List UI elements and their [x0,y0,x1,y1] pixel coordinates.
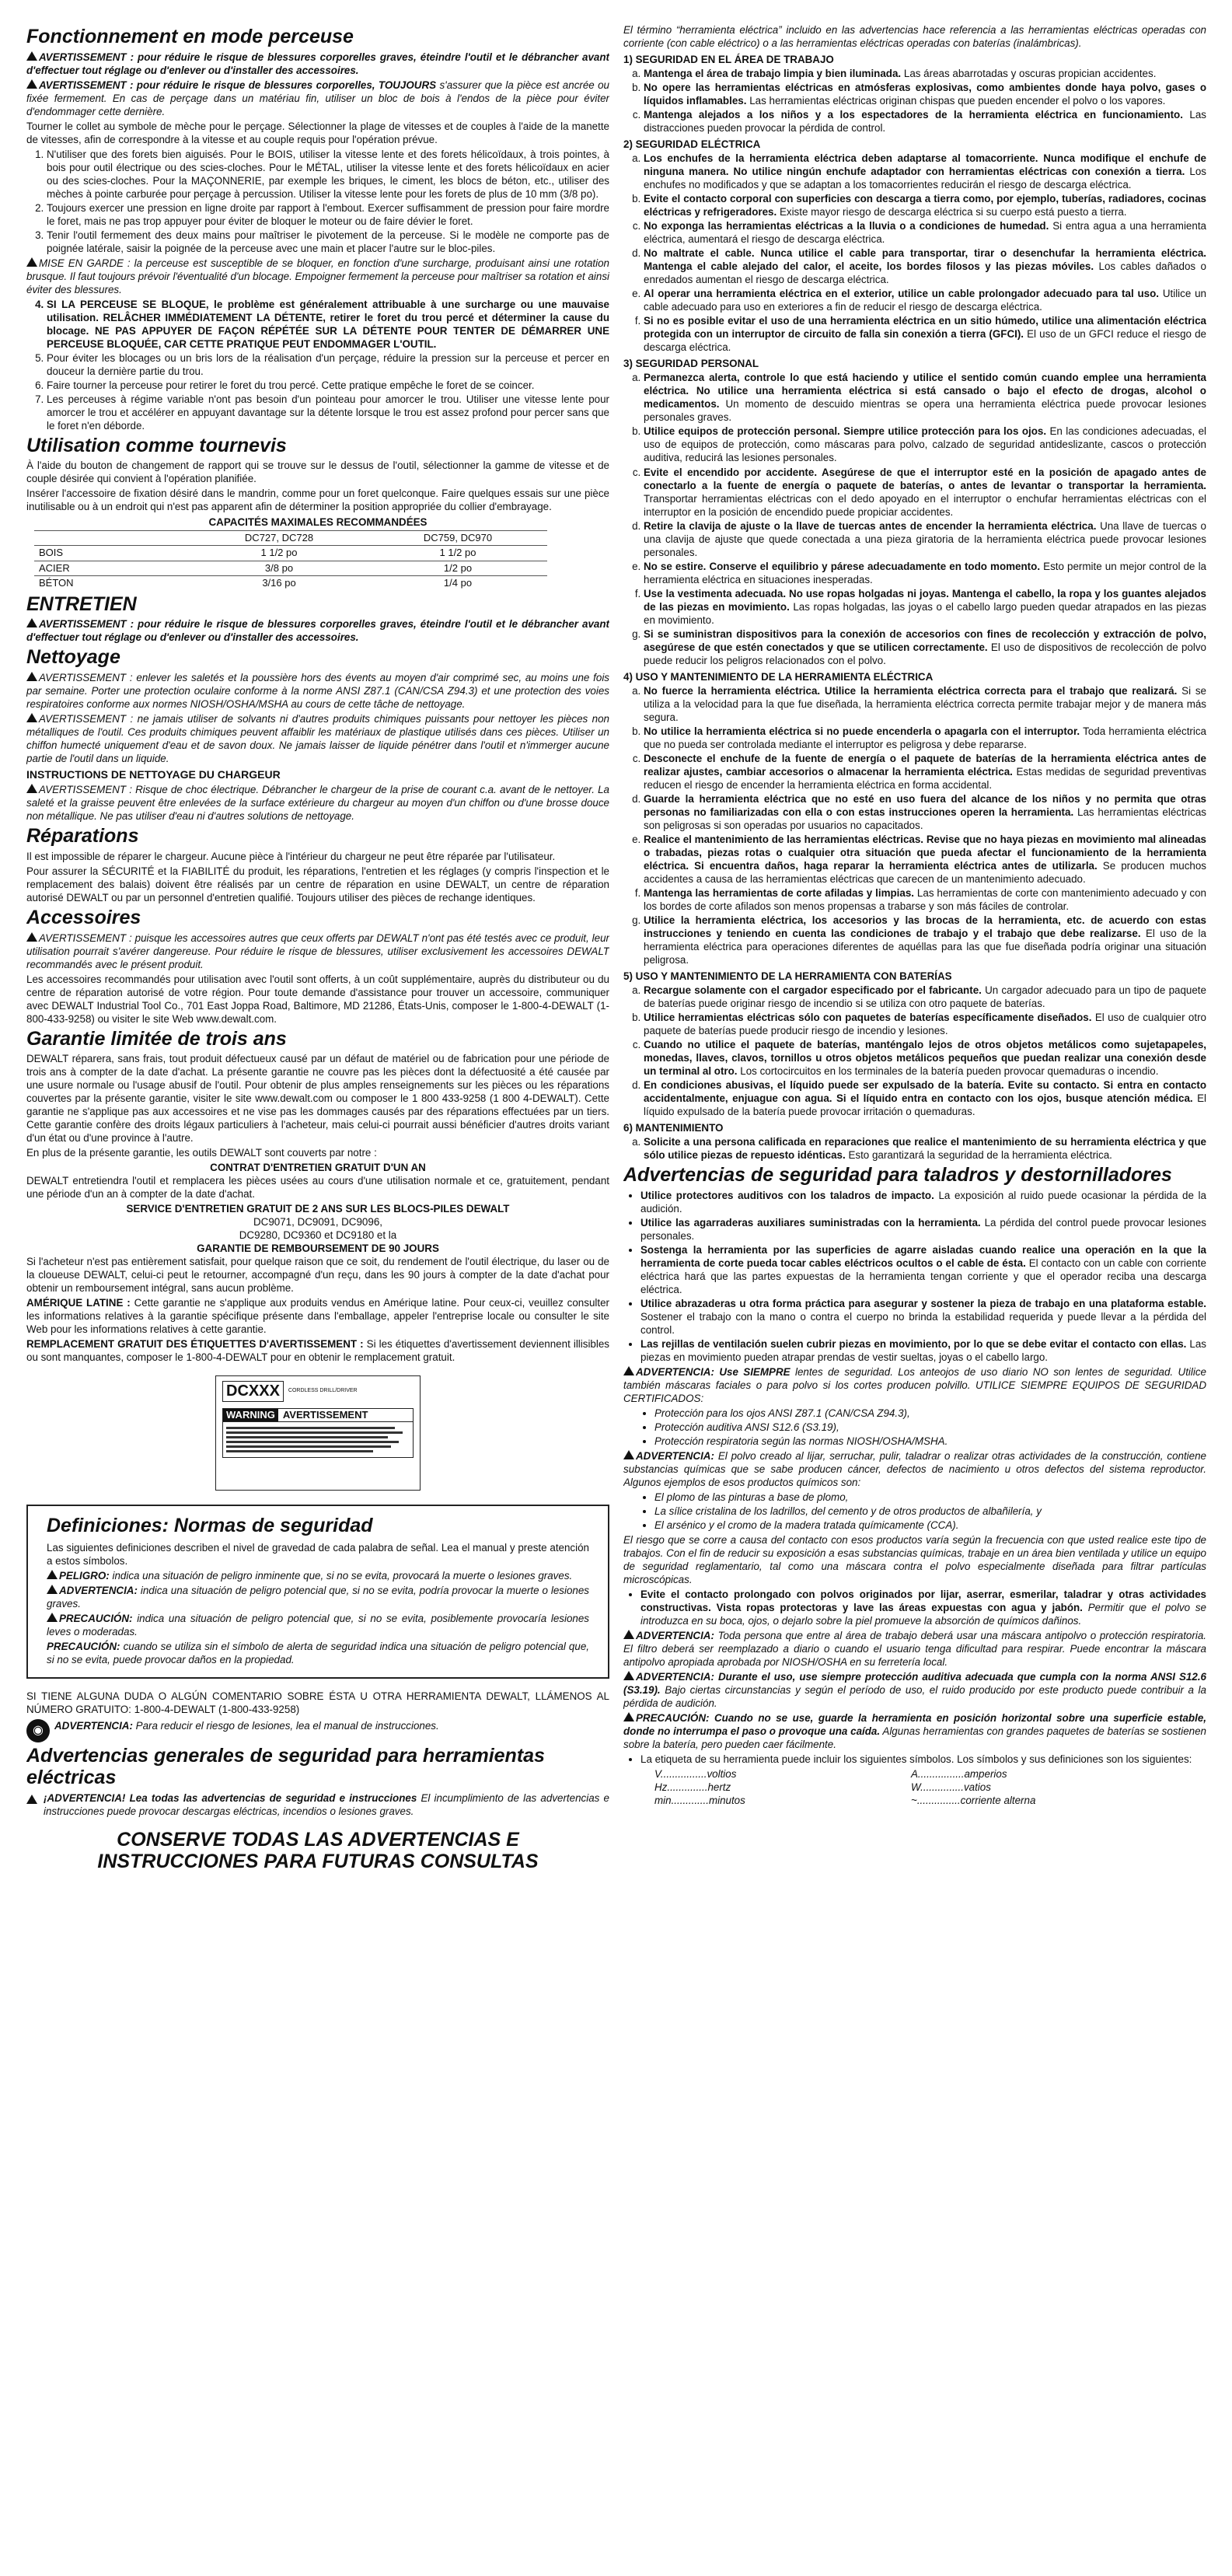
list-item: 1. N'utiliser que des forets bien aiguisés. Pour le BOIS, utiliser la vitesse lente et des forets hélicoïdaux, à trois pointes, à bois pour outil électrique ou des scies-cloches. Pour le MÉTAL, utiliser la vitesse lente et des forets hélicoïdaux en acier ou des scies-cloches. Pour la MAÇONNERIE, par exemple les briques, le ciment, les blocs de béton, etc., utiliser des mèches à pointe carburée pour perçage à percussion. Utiliser la vitesse lente pour les forets de plus de 10 mm (3/8 po). [47,148,609,201]
definition-item: ADVERTENCIA: indica una situación de peligro potencial que, si no se evita, podría provocar la muerte o lesiones graves. [47,1585,589,1610]
body-paragraph: AMÉRIQUE LATINE : Cette garantie ne s'applique aux produits vendus en Amérique latine. Pour ceux-ci, veuillez consulter les informations relatives à la garantie spécifique présente dans l'emballage, appeler l'entreprise locale ou consulter le site Web pour les informations relatives à cette garantie. [26,1297,609,1336]
protection-list [654,1407,1206,1448]
warning-paragraph: ADVERTENCIA: Durante el uso, use siempre protección auditiva adecuada que cumpla con la norma ANSI S12.6 (S3.19). Bajo ciertas circunstancias y según el período de uso, el ruido producido por este producto puede contribuir a la pérdida de audición. [623,1671,1206,1710]
list-item: 3. Tenir l'outil fermement des deux mains pour maîtriser le pivotement de la perceuse. Si le modèle ne comporte pas de poignée latérale, saisir la poignée de la perceuse avec une main et placer l'autre sur le bloc-piles. [47,229,609,255]
table-cell: 3/8 po [190,561,368,576]
list-item: • El arsénico y el cromo de la madera tratada químicamente (CCA). [654,1519,1206,1532]
warning-paragraph: AVERTISSEMENT : enlever les saletés et la poussière hors des évents au moyen d'air comprimé sec, au moins une fois par semaine. Porter une protection oculaire conforme à la norme ANSI Z87.1 (CAN/CSA Z94.3) et une protection des voies respiratoires conforme aux normes NIOSH/OSHA/MSHA au cours de cette tâche de nettoyage. [26,671,609,710]
read-manual-icon: ◉ [26,1719,50,1742]
symbol-definition: Hz..............hertz [654,1781,731,1794]
general-warning: ¡ADVERTENCIA! Lea todas las advertencias de seguridad e instrucciones El incumplimiento de las advertencias e instrucciones puede provocar descargas eléctricas, incendios o lesiones graves. [26,1791,609,1819]
symbols-list [640,1753,1206,1766]
section-title-fonctionnement: Fonctionnement en mode perceuse [26,26,354,47]
warning-triangle-icon [47,1585,58,1594]
definition-item: PRECAUCIÓN: indica una situación de peligro potencial que, si no se evita, posiblemente provocaría lesiones leves o moderadas. [47,1613,589,1638]
list-item: d. Guarde la herramienta eléctrica que no esté en uso fuera del alcance de los niños y no permita que otras personas no familiarizadas con ella o con estas instrucciones operen la herramienta. Las herramientas eléctricas son peligrosas si son operadas por usuarios no capacitados. [644,792,1206,832]
warning-triangle-icon [26,932,37,942]
list-item: d. No maltrate el cable. Nunca utilice el cable para transportar, tirar o desenchufar la herramienta eléctrica. Mantenga el cable alejado del calor, el aceite, los bordes filosos y las piezas móviles. Los cables dañados o enredados aumentan el riesgo de descarga eléctrica. [644,246,1206,286]
list-item: b. No opere las herramientas eléctricas en atmósferas explosivas, como ambientes donde haya polvo, gases o líquidos inflamables. Las herramientas eléctricas originan chispas que pueden encender el polvo o los vapores. [644,81,1206,107]
drill-safety-list [640,1189,1206,1364]
warning-paragraph: AVERTISSEMENT : Risque de choc électrique. Débrancher le chargeur de la prise de courant c.a. avant de le nettoyer. La saleté et la graisse peuvent être enlevées de la surface extérieure du chargeur au moyen d'un chiffon ou d'une brosse douce non métallique. Ne pas utiliser d'eau ni d'autres solutions de nettoyage. [26,784,609,823]
warning-triangle-icon [47,1570,58,1579]
capacity-table [34,530,547,591]
list-item: c. Mantenga alejados a los niños y a los espectadores de la herramienta eléctrica en funcionamiento. Las distracciones pueden provocar la pérdida de control. [644,108,1206,135]
safety-list-5 [644,984,1206,1118]
charger-cleaning-title: INSTRUCTIONS DE NETTOYAGE DU CHARGEUR [26,767,281,781]
warning-paragraph: AVERTISSEMENT : pour réduire le risque de blessures corporelles graves, éteindre l'outil et le débrancher avant d'effectuer tout réglage ou d'enlever ou d'installer des accessoires. [26,51,609,76]
list-item: 7. Les perceuses à régime variable n'ont pas besoin d'un pointeau pour amorcer le trou. Utiliser une vitesse lente pour amorcer le trou et accélérer en appuyant davantage sur la détente lorsque le trou est assez profond pour percer sans que le foret n'en déborde. [47,393,609,432]
warning-triangle-icon [623,1712,634,1721]
battery-models: DC9280, DC9360 et DC9180 et la [239,1229,397,1242]
label-avertissement: AVERTISSEMENT [282,1408,368,1421]
body-paragraph: Pour assurer la SÉCURITÉ et la FIABILITÉ du produit, les réparations, l'entretien et les réglages (y compris l'inspection et le remplacement des balais) doivent être réalisés par un centre de réparation en usine DEWALT, un centre de réparation autorisé DEWALT ou par un personnel d'entretien qualifié. Toujours utiliser des pièces de rechange identiques. [26,865,609,904]
table-header-row [34,530,547,546]
list-item: a. Recargue solamente con el cargador especificado por el fabricante. Un cargador adecuado para un tipo de paquete de baterías puede originar riesgo de incendio si se utiliza con otro paquete de baterías. [644,984,1206,1010]
table-cell: BOIS [34,546,190,561]
warning-triangle-icon [26,79,37,89]
section-heading: 1) SEGURIDAD EN EL ÁREA DE TRABAJO [623,54,834,66]
left-column [26,23,609,2566]
read-manual-warning: ◉ ADVERTENCIA: Para reducir el riesgo de lesiones, lea el manual de instrucciones. [26,1719,609,1742]
list-item: a. Los enchufes de la herramienta eléctrica deben adaptarse al tomacorriente. Nunca modifique el enchufe de ninguna manera. No utilice ningún enchufe adaptador con herramientas eléctricas con conexión a tierra. Los enchufes no modificados y que se adaptan a los tomacorrientes reducirán el riesgo de descarga eléctrica. [644,152,1206,191]
body-paragraph: REMPLACEMENT GRATUIT DES ÉTIQUETTES D'AVERTISSEMENT : Si les étiquettes d'avertissement deviennent illisibles ou sont manquantes, composer le 1-800-4-DEWALT pour en obtenir le remplacement gratuit. [26,1338,609,1364]
safety-list-2 [644,152,1206,354]
definitions-title: Definiciones: Normas de seguridad [47,1514,373,1536]
list-item: 4. SI LA PERCEUSE SE BLOQUE, le problème est généralement attribuable à une surcharge ou une mauvaise utilisation. RELÂCHER IMMÉDIATEMENT LA DÉTENTE, retirer le foret du trou percé et déterminer la cause du blocage. NE PAS APPUYER DE FAÇON RÉPÉTÉE SUR LA DÉTENTE POUR TENTER DE DÉMARRER UNE PERCEUSE BLOQUÉE, CAR CETTE PRATIQUE PEUT ENDOMMAGER L'OUTIL. [47,298,609,351]
warning-triangle-icon [26,257,37,267]
symbol-definition: V................voltios [654,1768,737,1781]
warning-triangle-icon [26,618,37,627]
list-item: a. Mantenga el área de trabajo limpia y bien iluminada. Las áreas abarrotadas y oscuras propician accidentes. [644,67,1206,80]
table-header: DC727, DC728 [190,530,368,546]
intro-paragraph: El término “herramienta eléctrica” incluido en las advertencias hace referencia a las herramientas eléctricas operadas con corriente (con cable eléctrico) o a las herramientas eléctricas operadas con baterías (inalámbricas). [623,24,1206,50]
avoid-contact-list [640,1588,1206,1627]
right-column [623,23,1206,2566]
warning-triangle-icon [623,1630,634,1639]
table-cell: 1/4 po [368,576,547,591]
table-cell: 3/16 po [190,576,368,591]
list-item: • La etiqueta de su herramienta puede incluir los siguientes símbolos. Los símbolos y sus definiciones son los siguientes: [640,1753,1206,1766]
table-cell: 1 1/2 po [368,546,547,561]
section-heading: 2) SEGURIDAD ELÉCTRICA [623,138,761,151]
definition-item: PELIGRO: indica una situación de peligro inminente que, si no se evita, provocará la muerte o lesiones graves. [47,1569,589,1582]
body-paragraph: Si l'acheteur n'est pas entièrement satisfait, pour quelque raison que ce soit, du rendement de l'outil électrique, du laser ou de la cloueuse DEWALT, celui-ci peut le retourner, accompagné d'un reçu, dans les 90 jours à compter de la date d'achat pour obtenir un remboursement intégral, sans aucun problème. [26,1256,609,1295]
list-item: d. Retire la clavija de ajuste o la llave de tuercas antes de encender la herramienta eléctrica. Una llave de tuercas o una clavija de ajuste que quede conectada a una pieza giratoria de la herramienta eléctrica puede provocar lesiones personales. [644,519,1206,559]
table-header [34,530,190,546]
warning-paragraph: ADVERTENCIA: Use SIEMPRE lentes de seguridad. Los anteojos de uso diario NO son lentes de seguridad. Utilice también máscaras faciales o para polvo si los cortes producen polvillo. UTILICE SIEMPRE EQUIPOS DE SEGURIDAD CERTIFICADOS: [623,1366,1206,1405]
symbol-definition: A................amperios [911,1768,1007,1781]
symbol-definition: W...............vatios [911,1781,991,1794]
list-item: • Utilice las agarraderas auxiliares suministradas con la herramienta. La pérdida del control puede provocar lesiones personales. [640,1216,1206,1243]
list-item: • Protección auditiva ANSI S12.6 (S3.19), [654,1421,1206,1434]
list-item: e. Al operar una herramienta eléctrica en el exterior, utilice un cable prolongador adecuado para tal uso. Utilice un cable adecuado para uso en exteriores a fin de reducir el riesgo de descarga eléctrica. [644,287,1206,313]
safety-list-3 [644,371,1206,666]
table-cell: ACIER [34,561,190,576]
list-item: • Evite el contacto prolongado con polvos originados por lijar, aserrar, esmerilar, taladrar y otras actividades constructivas. Vista ropas protectoras y lave las áreas expuestas con agua y jabón. Permitir que el polvo se introduzca en su boca, ojos, o dejarlo sobre la piel promueve la absorción de químicos dañinos. [640,1588,1206,1627]
label-fine-print [223,1422,413,1457]
body-paragraph: Tourner le collet au symbole de mèche pour le perçage. Sélectionner la plage de vitesses et de couples à l'aide de la manette de vitesses, afin de correspondre à la vitesse et au couple requis pour l'opération prévue. [26,120,609,145]
body-paragraph: DEWALT réparera, sans frais, tout produit défectueux causé par un défaut de matériel ou de fabrication pour une période de trois ans à compter de la date d'achat. La présente garantie ne couvre pas les pièces dont la défectuosité a été causée par une usure normale ou l'usage abusif de l'outil. Pour obtenir de plus amples renseignements sur les pièces ou les réparations couvertes par la présente garantie, visiter le site www.dewalt.com ou composer le 1 800 433-9258 (1 800 4-DEWALT). Cette garantie ne s'applique pas aux accessoires et ne vise pas les dommages causés par des réparations effectuées par un tiers. Cette garantie confère des droits légaux particuliers à l'acheteur, mais celui-ci pourrait aussi bénéficier d'autres droits variant d'un état ou d'une province à l'autre. [26,1053,609,1145]
list-item: a. Permanezca alerta, controle lo que está haciendo y utilice el sentido común cuando emplee una herramienta eléctrica. No utilice una herramienta eléctrica si está cansado o bajo el efecto de drogas, alcohol o medicamentos. Un momento de descuido mientras se opera una herramienta eléctrica puede provocar lesiones personales graves. [644,371,1206,424]
section-title-tournevis: Utilisation comme tournevis [26,434,287,456]
table-cell: 1 1/2 po [190,546,368,561]
warning-triangle-icon [47,1613,58,1622]
table-header: DC759, DC970 [368,530,547,546]
list-item: d. En condiciones abusivas, el líquido puede ser expulsado de la batería. Evite su contacto. Si entra en contacto accidentalmente, enjuague con agua. Si el líquido entra en contacto con los ojos, busque atención médica. El líquido expulsado de la batería puede provocar irritación o quemaduras. [644,1078,1206,1118]
body-paragraph: Insérer l'accessoire de fixation désiré dans le mandrin, comme pour un foret quelconque. Faire quelques essais sur une pièce inutilisable ou à un endroit qui n'est pas apparent afin de déterminer la position appropriée du collier d'embrayage. [26,488,609,513]
section-heading: 3) SEGURIDAD PERSONAL [623,358,759,370]
list-item: c. No exponga las herramientas eléctricas a la lluvia o a condiciones de humedad. Si entra agua a una herramienta eléctrica, aumentará el riesgo de descarga eléctrica. [644,219,1206,246]
warning-paragraph: AVERTISSEMENT : puisque les accessoires autres que ceux offerts par DEWALT n'ont pas été testés avec ce produit, leur utilisation pourrait s'avérer dangereuse. Pour réduire le risque de blessures, utiliser exclusivement les accessoires DEWALT recommandés avec le présent produit. [26,931,609,970]
warning-triangle-icon [623,1450,634,1459]
list-item: b. Evite el contacto corporal con superficies con descarga a tierra como, por ejemplo, tuberías, radiadores, cocinas eléctricas y refrigeradores. Existe mayor riesgo de descarga eléctrica si su cuerpo está puesto a tierra. [644,192,1206,218]
refund-title: GARANTIE DE REMBOURSEMENT DE 90 JOURS [197,1243,439,1255]
section-title-taladros: Advertencias de seguridad para taladros y destornilladores [623,1164,1172,1187]
list-item: a. No fuerce la herramienta eléctrica. Utilice la herramienta eléctrica correcta para el trabajo que realizará. Si se utiliza a la velocidad para la que fue diseñada, la herramienta eléctrica correcta permite trabajar mejor y de manera más segura. [644,684,1206,724]
symbol-definition: ~...............corriente alterna [911,1795,1036,1807]
list-item: • Las rejillas de ventilación suelen cubrir piezas en movimiento, por lo que se debe evitar el contacto con ellas. Las piezas en movimiento pueden atrapar prendas de vestir sueltas, joyas o el cabello largo. [640,1337,1206,1364]
safety-list-4 [644,684,1206,966]
warning-triangle-icon [26,713,37,722]
warning-triangle-icon [623,1671,634,1680]
list-item: • Utilice protectores auditivos con los taladros de impacto. La exposición al ruido puede ocasionar la pérdida de la audición. [640,1189,1206,1215]
list-item: • Utilice abrazaderas u otra forma práctica para asegurar y sostener la pieza de trabajo en una plataforma estable. Sostener el trabajo con la mano o contra el cuerpo no brinda la estabilidad requerida y puede llevar a la pérdida del control. [640,1297,1206,1337]
warning-paragraph: AVERTISSEMENT : pour réduire le risque de blessures corporelles, TOUJOURS s'assurer que la pièce est ancrée ou fixée fermement. En cas de perçage dans un matériau fin, utiliser un bloc de bois à l'endos de la pièce pour éviter d'endommager cette dernière. [26,79,609,117]
list-item: c. Cuando no utilice el paquete de baterías, manténgalo lejos de otros objetos metálicos como sujetapapeles, monedas, llaves, clavos, tornillos u otros objetos metálicos pequeños que puedan realizar una conexión desde un terminal al otro. Los cortocircuitos en los terminales de la batería pueden provocar quemaduras o incendio. [644,1038,1206,1078]
section-heading: 6) MANTENIMIENTO [623,1122,724,1134]
label-product: CORDLESS DRILL/DRIVER [288,1387,358,1393]
warning-paragraph: ADVERTENCIA: Toda persona que entre al área de trabajo deberá usar una máscara antipolvo o protección respiratoria. El filtro deberá ser reemplazado a diario o cuando el usuario tenga dificultad para respirar. Puede encontrar la máscara antipolvo apropiada aprobada por NIOSH/OSHA en su ferretería local. [623,1630,1206,1669]
label-model: DCXXX [222,1381,284,1402]
table-cell: BÉTON [34,576,190,591]
section-title-accessoires: Accessoires [26,907,141,929]
chemicals-list [654,1491,1206,1532]
list-item: f. Si no es posible evitar el uso de una herramienta eléctrica en un sitio húmedo, utilice una alimentación eléctrica protegida con un interruptor de circuito de falla sin conexión a tierra (GFCI). El uso de un GFCI reduce el riesgo de descarga eléctrica. [644,314,1206,354]
battery-models: DC9071, DC9091, DC9096, [253,1216,382,1229]
definition-item: PRECAUCIÓN: cuando se utiliza sin el símbolo de alerta de seguridad indica una situación de peligro potencial que, si no se evita, puede provocar daños en la propiedad. [47,1641,589,1666]
list-item: b. Utilice herramientas eléctricas sólo con paquetes de baterías específicamente diseñados. El uso de cualquier otro paquete de baterías puede producir riesgo de incendio y lesiones. [644,1011,1206,1037]
warning-triangle-icon [26,51,37,61]
contact-paragraph: SI TIENE ALGUNA DUDA O ALGÚN COMENTARIO SOBRE ÉSTA U OTRA HERRAMIENTA DEWALT, LLÁMENOS AL NÚMERO GRATUITO: 1-800-4-DEWALT (1-800-433-9258) [26,1690,609,1716]
warning-triangle-icon [623,1366,634,1375]
list-item: g. Utilice la herramienta eléctrica, los accesorios y las brocas de la herramienta, etc. de acuerdo con estas instrucciones y teniendo en cuenta las condiciones de trabajo y el trabajo que debe realizarse. El uso de la herramienta eléctrica para operaciones diferentes de aquéllas para las que fue diseñada podría originar una situación peligrosa. [644,914,1206,966]
warning-paragraph: ADVERTENCIA: El polvo creado al lijar, serruchar, pulir, taladrar o realizar otras actividades de la construcción, contiene substancias químicas que se sabe producen cáncer, defectos de nacimiento u otros defectos del sistema reproductor. Algunos ejemplos de esos productos químicos son: [623,1450,1206,1489]
table-row [34,576,547,591]
list-item: • El plomo de las pinturas a base de plomo, [654,1491,1206,1504]
list-item: • La sílice cristalina de los ladrillos, del cemento y de otros productos de albañilería, y [654,1505,1206,1518]
body-paragraph: DEWALT entretiendra l'outil et remplacera les pièces usées au cours d'une utilisation normale et ce, gratuitement, pendant une période d'un an à compter de la date d'achat. [26,1175,609,1201]
list-item: e. No se estire. Conserve el equilibrio y párese adecuadamente en todo momento. Esto permite un mejor control de la herramienta eléctrica en situaciones inesperadas. [644,560,1206,586]
section-title-garantie: Garantie limitée de trois ans [26,1027,287,1050]
list-item: g. Si se suministran dispositivos para la conexión de accesorios con fines de recolección y extracción de polvo, asegúrese de que estén conectados y que se utilicen correctamente. El uso de dispositivos de recolección de polvo puede reducir los peligros relacionados con el polvo. [644,627,1206,667]
warning-paragraph: AVERTISSEMENT : ne jamais utiliser de solvants ni d'autres produits chimiques puissants pour nettoyer les pièces non métalliques de l'outil. Ces produits chimiques peuvent affaiblir les matériaux de plastique utilisés dans ces pièces. Utiliser un chiffon humecté uniquement d'eau et de savon doux. Ne jamais laisser de liquide pénétrer dans l'outil et n'immerger aucune partie de l'outil dans un liquide. [26,712,609,764]
list-item: c. Evite el encendido por accidente. Asegúrese de que el interruptor esté en la posición de apagado antes de conectarlo a la fuente de energía o paquete de baterías, o antes de levantar o transportar la herramienta. Transportar herramientas eléctricas con el dedo apoyado en el interruptor o enchufar herramientas eléctricas con el interruptor en la posición de encendido puede propiciar accidentes. [644,466,1206,519]
numbered-list [47,148,609,255]
list-item: e. Realice el mantenimiento de las herramientas eléctricas. Revise que no haya piezas en movimiento mal alineadas o trabadas, piezas rotas o cualquier otra situación que pueda afectar el funcionamiento de la herramienta eléctrica. Si encuentra daños, haga reparar la herramienta eléctrica antes de utilizarla. Se producen muchos accidentes a causa de las herramientas eléctricas que carecen de un mantenimiento adecuado. [644,833,1206,886]
safety-list-1 [644,67,1206,135]
caution-paragraph: PRECAUCIÓN: Cuando no se use, guarde la herramienta en posición horizontal sobre una superficie estable, donde no interrumpa el paso o provoque una caída. Algunas herramientas con grandes paquetes de baterías se sostienen sobre la batería, pero pueden caer fácilmente. [623,1712,1206,1751]
body-paragraph: En plus de la présente garantie, les outils DEWALT sont couverts par notre : [26,1147,377,1159]
table-cell: 1/2 po [368,561,547,576]
section-heading: 4) USO Y MANTENIMIENTO DE LA HERRAMIENTA ELÉCTRICA [623,670,934,683]
battery-service-title: SERVICE D'ENTRETIEN GRATUIT DE 2 ANS SUR LES BLOCS-PILES DEWALT [126,1203,510,1215]
symbol-definition: min.............minutos [654,1795,745,1807]
list-item: 6. Faire tourner la perceuse pour retirer le foret du trou percé. Cette pratique empêche le foret de se coincer. [47,379,609,392]
symbols-grid [654,1767,1206,1807]
warning-label-image [215,1375,421,1491]
body-paragraph: À l'aide du bouton de changement de rapport qui se trouve sur le dessus de l'outil, sélectionner la gamme de vitesse et de couple désirée qui convient à l'opération planifiée. [26,460,609,485]
list-item: f. Use la vestimenta adecuada. No use ropas holgadas ni joyas. Mantenga el cabello, la ropa y los guantes alejados de las piezas en movimiento. Las ropas holgadas, las joyas o el cabello largo pueden quedar atrapados en las piezas en movimiento. [644,587,1206,627]
contract-title: CONTRAT D'ENTRETIEN GRATUIT D'UN AN [210,1162,426,1174]
list-item: • Protección respiratoria según las normas NIOSH/OSHA/MSHA. [654,1435,1206,1448]
list-item: a. Solicite a una persona calificada en reparaciones que realice el mantenimiento de su herramienta eléctrica y que sólo utilice piezas de repuesto idénticas. Esto garantizará la seguridad de la herramienta eléctrica. [644,1135,1206,1162]
body-paragraph: Les accessoires recommandés pour utilisation avec l'outil sont offerts, à un coût supplémentaire, auprès du distributeur ou du centre de réparation autorisé de votre région. Pour toute demande d'assistance pour trouver un accessoire, communiquer avec DEWALT Industrial Tool Co., 701 East Joppa Road, Baltimore, MD 21286, États-Unis, composer le 1-800-4-DEWALT (1-800-433-9258) ou visiter le site Web www.dewalt.com. [26,973,609,1025]
list-item: • Protección para los ojos ANSI Z87.1 (CAN/CSA Z94.3), [654,1407,1206,1420]
section-title-reparations: Réparations [26,825,139,848]
numbered-list [47,298,609,432]
body-paragraph: El riesgo que se corre a causa del contacto con esos productos varía según la frecuencia con que usted realice este tipo de trabajos. Con el fin de reducir su exposición a esas substancias químicas, trabaje en un área bien ventilada y utilice un equipo de seguridad reglamentario, tal como una máscara contra el polvo especialmente diseñada para filtrar partículas microscópicas. [623,1534,1206,1586]
warning-triangle-icon [26,1795,37,1804]
list-item: 5. Pour éviter les blocages ou un bris lors de la réalisation d'un perçage, réduire la pression sur la perceuse et percer en douceur la dernière partie du trou. [47,351,609,378]
label-warning: WARNING [223,1409,278,1422]
body-paragraph: Il est impossible de réparer le chargeur. Aucune pièce à l'intérieur du chargeur ne peut être réparée par l'utilisateur. [26,850,556,862]
warning-triangle-icon [26,784,37,793]
conserve-notice: CONSERVE TODAS LAS ADVERTENCIAS E INSTRUCCIONES PARA FUTURAS CONSULTAS [97,1829,539,1873]
caution-paragraph: MISE EN GARDE : la perceuse est susceptible de se bloquer, en fonction d'une surcharge, produisant ainsi une rotation brusque. Il faut toujours prévoir l'éventualité d'un blocage. Empoigner fermement la perceuse pour maîtriser sa rotation et ainsi éviter des blessures. [26,257,609,295]
list-item: • Sostenga la herramienta por las superficies de agarre aisladas cuando realice una operación en la que la herramienta de corte pueda tocar cables eléctricos ocultos o el cable de ésta. El contacto con un cable con corriente eléctrica hará que las partes expuestas de la herramienta tengan corriente y que el operador reciba una descarga eléctrica. [640,1243,1206,1296]
list-item: b. Utilice equipos de protección personal. Siempre utilice protección para los ojos. En las condiciones adecuadas, el uso de equipos de protección, como máscaras para polvo, calzado de seguridad antideslizante, cascos o protección auditiva, reducirá las lesiones personales. [644,425,1206,464]
body-paragraph: Las siguientes definiciones describen el nivel de gravedad de cada palabra de señal. Lea el manual y preste atención a estos símbolos. [47,1542,589,1568]
table-row [34,546,547,561]
list-item: b. No utilice la herramienta eléctrica si no puede encenderla o apagarla con el interruptor. Toda herramienta eléctrica que no pueda ser controlada mediante el interruptor es peligrosa y debe repararse. [644,725,1206,751]
capacity-table-title: CAPACITÉS MAXIMALES RECOMMANDÉES [208,516,428,528]
safety-list-6 [644,1135,1206,1162]
section-title-nettoyage: Nettoyage [26,646,120,669]
warning-triangle-icon [26,672,37,681]
list-item: 2. Toujours exercer une pression en ligne droite par rapport à l'embout. Exercer suffisamment de pression pour faire mordre le foret, mais ne pas trop appuyer pour éviter de bloquer le moteur ou de faire dévier le foret. [47,201,609,228]
warning-paragraph: AVERTISSEMENT : pour réduire le risque de blessures corporelles graves, éteindre l'outil et le débrancher avant d'effectuer tout réglage ou d'enlever ou d'installer des accessoires. [26,618,609,644]
section-title-entretien: ENTRETIEN [26,592,137,615]
definitions-box [26,1505,609,1679]
section-title-generales: Advertencias generales de seguridad para herramientas eléctricas [26,1745,545,1788]
section-heading: 5) USO Y MANTENIMIENTO DE LA HERRAMIENTA CON BATERÍAS [623,970,952,983]
list-item: c. Desconecte el enchufe de la fuente de energía o el paquete de baterías de la herramienta eléctrica antes de realizar ajustes, cambiar accesorios o almacenar la herramienta eléctrica. Estas medidas de seguridad preventivas reducen el riesgo de encender la herramienta eléctrica en forma accidental. [644,752,1206,792]
list-item: f. Mantenga las herramientas de corte afiladas y limpias. Las herramientas de corte con mantenimiento adecuado y con los bordes de corte afilados son menos propensas a trabarse y son más fáciles de controlar. [644,886,1206,913]
table-row [34,561,547,576]
